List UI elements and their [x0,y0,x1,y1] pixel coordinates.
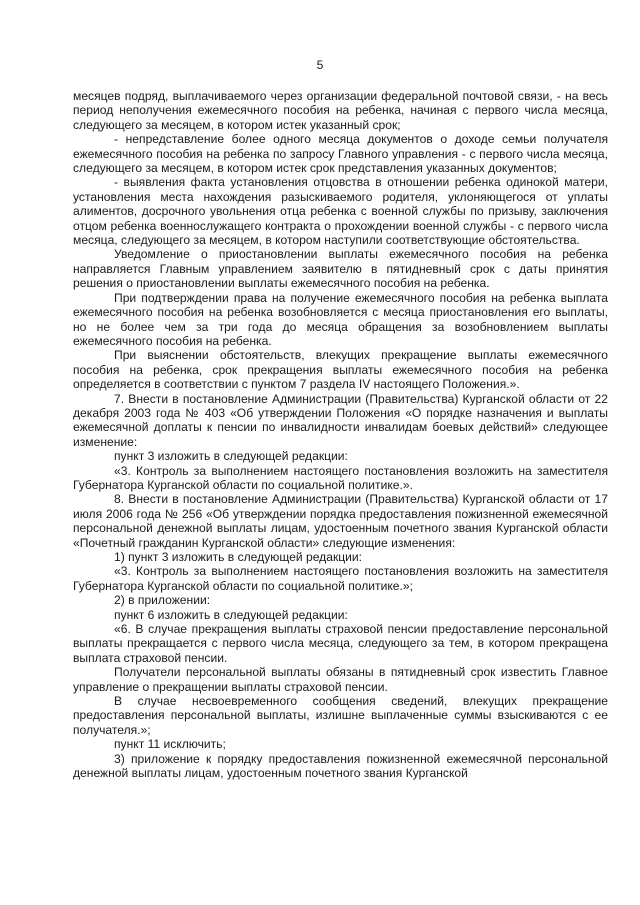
paragraph: пункт 6 изложить в следующей редакции: [114,607,348,622]
paragraph: При подтверждении права на получение ежемесячного пособия на ребенка выплата ежемесячного пособия на ребенка возобновляется с месяца приостановления его выплаты, но не более чем за три года до месяца обращения за возобновлением выплаты ежемесячного пособия на ребенка. [73,290,608,348]
paragraph: «6. В случае прекращения выплаты страховой пенсии предоставление персональной выплаты прекращается с первого числа месяца, следующего за тем, в котором прекращена выплата страховой пенсии. [73,622,608,665]
paragraph: 1) пункт 3 изложить в следующей редакции: [114,550,363,564]
page-number: 5 [316,58,324,72]
paragraph: «3. Контроль за выполнением настоящего постановления возложить на заместителя Губернатора Курганской области по социальной политике.»; [73,564,608,593]
paragraph: «3. Контроль за выполнением настоящего постановления возложить на заместителя Губернатора Курганской области по социальной политике.». [73,463,608,492]
document-body [73,89,608,781]
paragraph: 7. Внести в постановление Администрации (Правительства) Курганской области от 22 декабря 2003 года № 403 «Об утверждении Положения «О порядке назначения и выплаты ежемесячной доплаты к пенсии по инвалидности инвалидам боевых действий» следующее изменение: [73,391,608,449]
paragraph: 3) приложение к порядку предоставления пожизненной ежемесячной персональной денежной выплаты лицам, удостоенным почетного звания Курганской [73,751,608,781]
paragraph: месяцев подряд, выплачиваемого через организации федеральной почтовой связи, - на весь период неполучения ежемесячного пособия на ребенка, начиная с первого числа месяца, следующего за месяцем, в котором истек указанный срок; [73,89,608,132]
paragraph: При выяснении обстоятельств, влекущих прекращение выплаты ежемесячного пособия на ребенка, срок прекращения выплаты ежемесячного пособия на ребенка определяется в соответствии с пунктом 7 раздела IV настоящего Положения.». [73,348,608,392]
paragraph: - выявления факта установления отцовства в отношении ребенка одинокой матери, установления места нахождения разыскиваемого родителя, уклоняющегося от уплаты алиментов, досрочного увольнения отца ребенка с военной службы по призыву, заключения отцом ребенка военнослужащего контракта о прохождении военной службы - с первого числа месяца, следующего за месяцем, в котором наступили соответствующие обстоятельства. [73,175,608,248]
paragraph: В случае несвоевременного сообщения сведений, влекущих прекращение предоставления персональной выплаты, излишне выплаченные суммы взыскиваются с ее получателя.»; [73,694,608,737]
paragraph: пункт 11 исключить; [114,737,226,752]
paragraph: 8. Внести в постановление Администрации (Правительства) Курганской области от 17 июля 2006 года № 256 «Об утверждении порядка предоставления пожизненной ежемесячной персональной денежной выплаты лицам, удостоенным почетного звания Курганской области «Почетный гражданин Курганской области» следующие изменения: [73,492,608,550]
paragraph: - непредставление более одного месяца документов о доходе семьи получателя ежемесячного пособия на ребенка по запросу Главного управления - с первого числа месяца, следующего за месяцем, в котором истек срок представления указанных документов; [73,132,608,176]
paragraph: Уведомление о приостановлении выплаты ежемесячного пособия на ребенка направляется Главным управлением заявителю в пятидневный срок с даты принятия решения о приостановлении выплаты ежемесячного пособия на ребенка. [73,247,608,291]
paragraph: пункт 3 изложить в следующей редакции: [114,449,348,464]
paragraph: Получатели персональной выплаты обязаны в пятидневный срок известить Главное управление о прекращении выплаты страховой пенсии. [73,665,608,694]
paragraph: 2) в приложении: [114,593,211,608]
